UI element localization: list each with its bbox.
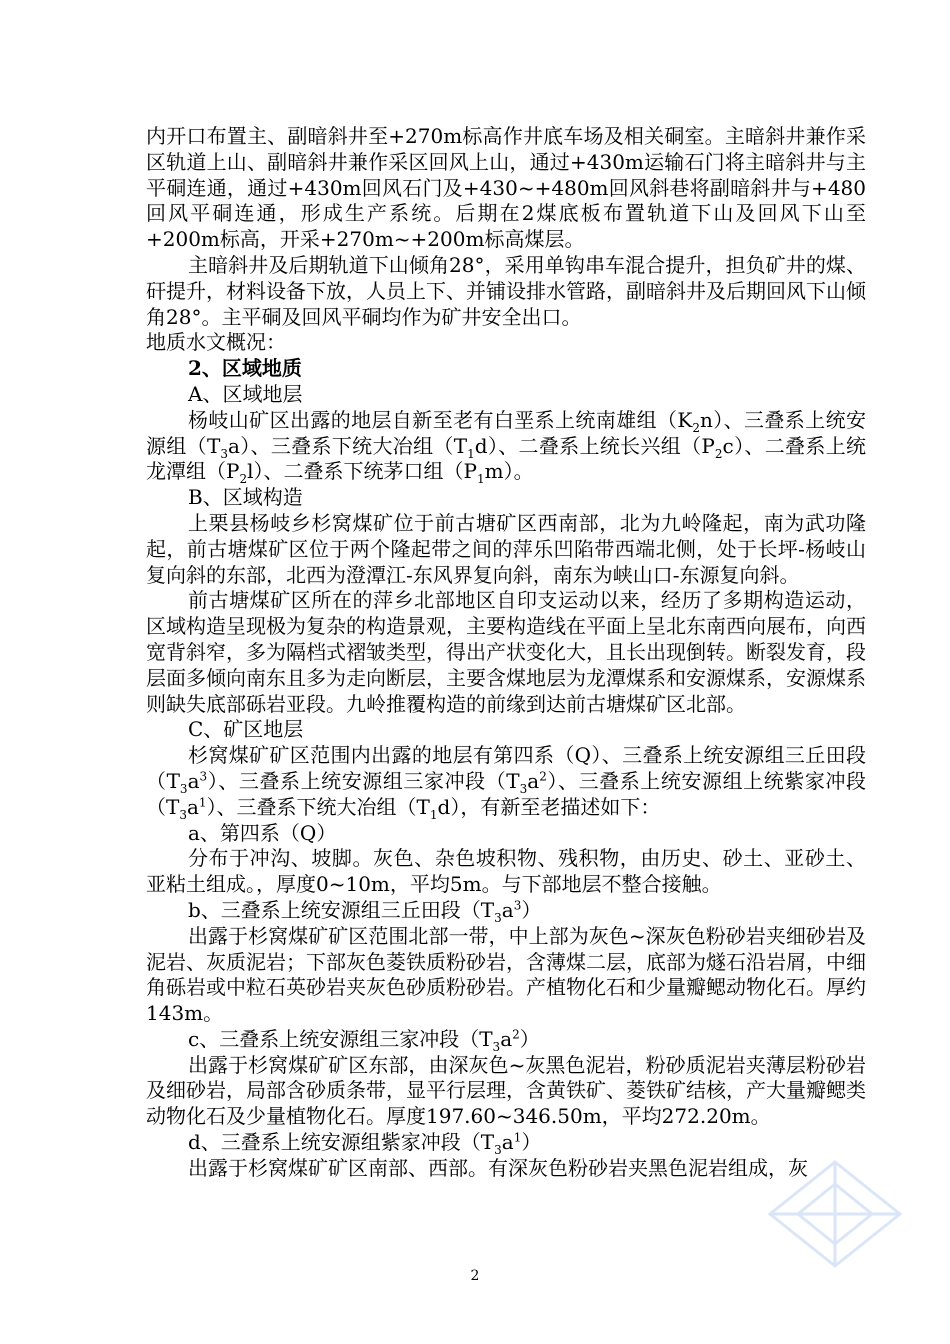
paragraph: c、三叠系上统安源组三家冲段$(T_3a^2)$ [188, 1026, 540, 1054]
paragraph: 杨岐山矿区出露的地层自新至老有白垩系上统南雄组$(K_2n)$、三叠系上统安源组$(T_3a)$、三叠系下统大冶组$(T_1d)$、二叠系上统长兴组$(P_2c)$、二叠系上统龙潭组$(P_2l)$、二叠系下统茅口组$(P_1m)$。 [146, 407, 867, 487]
paragraph: 分布于冲沟、坡脚。灰色、杂色坡积物、残积物，由历史、砂土、亚砂土、亚粘土组成。，厚度0~10m，平均5m。与下部地层不整合接触。 [146, 846, 866, 897]
document-body [146, 124, 866, 1182]
watermark-logo-icon [760, 1154, 910, 1274]
paragraph: 内开口布置主、副暗斜井至+270m标高作井底车场及相关硐室。主暗斜井兼作采区轨道上山、副暗斜井兼作采区回风上山，通过+430m运输石门将主暗斜井与主平硐连通，通过+430m回风石门及+430~+480m回风斜巷将副暗斜井与+480回风平硐连通，形成生产系统。后期在2煤底板布置轨道下山及回风下山至+200m标高，开采+270m~+200m标高煤层。 [146, 124, 866, 252]
paragraph: d、三叠系上统安源组紫家冲段$(T_3a^1)$ [188, 1130, 542, 1158]
paragraph: 地质水文概况： [146, 330, 286, 355]
paragraph: A、区域地层 [188, 381, 303, 406]
paragraph: B、区域构造 [188, 485, 303, 510]
paragraph: C、矿区地层 [188, 717, 304, 742]
paragraph: b、三叠系上统安源组三丘田段$(T_3a^3)$ [188, 897, 542, 925]
paragraph: 上栗县杨岐乡杉窝煤矿位于前古塘矿区西南部，北为九岭隆起，南为武功隆起，前古塘煤矿区位于两个隆起带之间的萍乐凹陷带西端北侧，处于长坪-杨岐山复向斜的东部，北西为澄潭江-东风界复向斜，南东为峡山口-东源复向斜。 [146, 510, 866, 587]
page-number: 2 [470, 1268, 480, 1284]
paragraph: 主暗斜井及后期轨道下山倾角28°，采用单钩串车混合提升，担负矿井的煤、矸提升，材料设备下放，人员上下、并铺设排水管路，副暗斜井及后期回风下山倾角28°。主平硐及回风平硐均作为矿井安全出口。 [146, 252, 866, 329]
paragraph: 出露于杉窝煤矿矿区东部，由深灰色~灰黑色泥岩，粉砂质泥岩夹薄层粉砂岩及细砂岩，局部含砂质条带，显平行层理，含黄铁矿、菱铁矿结核，产大量瓣鳃类动物化石及少量植物化石。厚度197.60~346.50m，平均272.20m。 [146, 1052, 866, 1129]
paragraph: 杉窝煤矿矿区范围内出露的地层有第四系（Q）、三叠系上统安源组三丘田段$(T_3a^3)$、三叠系上统安源组三家冲段$(T_3a^2)$、三叠系上统安源组上统紫家冲段$(T_3a^1)$、三叠系下统大冶组$(T_1d)$，有新至老描述如下： [146, 743, 867, 822]
section-heading: 2、区域地质 [188, 356, 302, 381]
paragraph: 出露于杉窝煤矿矿区南部、西部。有深灰色粉砂岩夹黑色泥岩组成，灰 [188, 1155, 808, 1180]
paragraph: a、第四系（Q） [188, 820, 337, 845]
paragraph: 出露于杉窝煤矿矿区范围北部一带，中上部为灰色~深灰色粉砂岩夹细砂岩及泥岩、灰质泥岩；下部灰色菱铁质粉砂岩，含薄煤二层，底部为燧石沿岩屑，中细角砾岩或中粒石英砂岩夹灰色砂质粉砂岩。产植物化石和少量瓣鳃动物化石。厚约143m。 [146, 923, 866, 1026]
paragraph: 前古塘煤矿区所在的萍乡北部地区自印支运动以来，经历了多期构造运动，区域构造呈现极为复杂的构造景观，主要构造线在平面上呈北东南西向展布，向西宽背斜窄，多为隔档式褶皱类型，得出产状变化大，且长出现倒转。断裂发育，段层面多倾向南东且多为走向断层，主要含煤地层为龙潭煤系和安源煤系，安源煤系则缺失底部砾岩亚段。九岭推覆构造的前缘到达前古塘煤矿区北部。 [146, 588, 866, 716]
